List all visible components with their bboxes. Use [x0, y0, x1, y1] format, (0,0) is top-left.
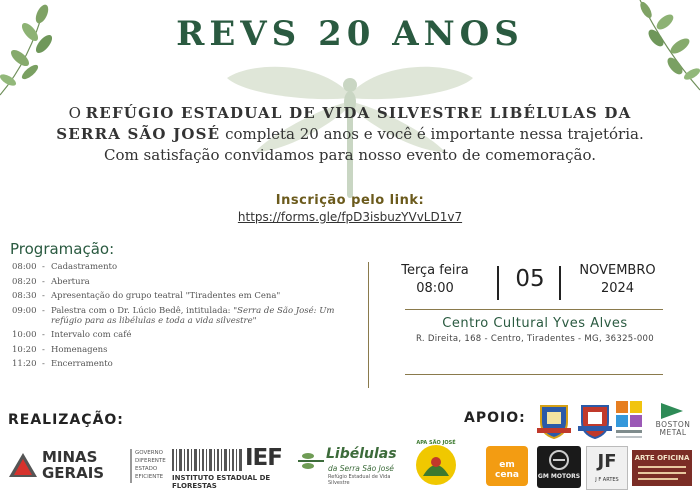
event-year: 2024: [600, 281, 635, 296]
event-title: REVS 20 ANOS: [176, 14, 524, 54]
boston-line2: METAL: [659, 428, 687, 437]
schedule-item: [12, 306, 367, 326]
coat-of-arms-icon: [535, 402, 573, 440]
schedule-time: 10:00: [12, 330, 37, 340]
boston-line1: BOSTON: [655, 420, 691, 429]
inscricao-link[interactable]: https://forms.gle/fpD3isbuzYVvLD1v7: [237, 210, 463, 224]
realizacao-label: REALIZAÇÃO:: [8, 412, 124, 428]
schedule-separator: -: [42, 291, 45, 301]
arte-oficina-text: ARTE OFICINA: [634, 454, 690, 462]
horizontal-divider: [405, 309, 663, 310]
libelulas-name: Libélulas: [326, 446, 397, 462]
schedule-time: 08:20: [12, 276, 37, 287]
horizontal-divider: [405, 374, 663, 375]
event-weekday-time: [395, 262, 475, 298]
tiradentes-em-cena-logo: [486, 446, 528, 486]
minas-text: MINAS: [42, 448, 98, 466]
schedule-separator: -: [42, 305, 45, 316]
boston-metal-arrow-icon: [661, 403, 683, 419]
event-venue: Centro Cultural Yves Alves: [442, 316, 628, 331]
schedule-text: Palestra com o Dr. Lúcio Bedê, intitulada:: [51, 305, 234, 316]
ief-short: IEF: [245, 445, 282, 471]
coat-of-arms-icon: [577, 402, 613, 440]
schedule-lecture-title: "Serra de São José: Um refúgio para as libélulas e toda a vida silvestre": [51, 305, 335, 326]
apa-emblem-icon: [413, 440, 459, 486]
gov-line: GOVERNO: [135, 450, 163, 456]
event-address: R. Direita, 168 - Centro, Tiradentes - MG, 36325-000: [416, 334, 654, 344]
intro-suffix: completa 20 anos e você é importante nessa trajetória. Com satisfação convidamos para nosso evento de comemoração.: [104, 125, 644, 164]
schedule-text: Homenagens: [51, 344, 108, 355]
gerais-text: GERAIS: [42, 464, 105, 482]
schedule-time: 11:20: [12, 359, 37, 369]
ief-barcode-icon: [172, 449, 244, 471]
event-time: 08:00: [416, 281, 454, 296]
dragonfly-logo-icon: [296, 452, 326, 470]
inscricao-label: Inscrição pelo link:: [275, 193, 425, 208]
schedule-separator: -: [42, 359, 45, 369]
schedule-text: Apresentação do grupo teatral "Tiradentes em Cena": [51, 291, 281, 301]
schedule-item: [12, 277, 367, 287]
jf-artes-logo: [586, 446, 628, 490]
schedule-text: Abertura: [51, 276, 90, 287]
event-month-year: [565, 262, 670, 298]
intro-refuge-name: REFÚGIO ESTADUAL DE VIDA SILVESTRE LIBÉLULAS DA SERRA SÃO JOSÉ: [56, 104, 632, 143]
schedule-text: Encerramento: [51, 359, 113, 369]
intro-prefix: O: [68, 104, 86, 122]
schedule-text: Cadastramento: [51, 262, 118, 272]
schedule-time: 08:30: [12, 291, 37, 301]
ief-full: INSTITUTO ESTADUAL DE FLORESTAS: [172, 474, 271, 490]
libelulas-tag: Refúgio Estadual de Vida Silvestre: [328, 474, 391, 486]
schedule-item: [12, 345, 367, 355]
gov-line: DIFERENTE: [135, 458, 166, 464]
libelulas-sub: da Serra São José: [328, 464, 394, 473]
em-cena-text: em cena: [495, 460, 519, 480]
event-date-block: [385, 262, 685, 312]
event-weekday: Terça feira: [401, 263, 469, 278]
schedule-item: [12, 359, 367, 369]
schedule-separator: -: [42, 262, 45, 272]
gov-line: ESTADO: [135, 466, 158, 472]
boston-metal-logo: [649, 403, 697, 439]
programacao-title: Programação:: [10, 240, 115, 258]
apa-sao-jose-logo: [413, 440, 459, 486]
apoio-label: APOIO:: [464, 410, 526, 426]
cultural-center-logo-icon: [615, 400, 645, 442]
ief-logo: [172, 445, 290, 490]
minas-gerais-logo: [8, 449, 168, 485]
schedule-separator: -: [42, 330, 45, 340]
gm-motors-emblem-icon: [547, 450, 571, 470]
libelulas-logo: [296, 446, 404, 486]
vertical-divider: [368, 262, 369, 388]
jf-sub: J F ARTES: [595, 477, 619, 483]
minas-gerais-triangle-icon: [8, 451, 38, 479]
gm-motors-text: GM MOTORS: [537, 473, 581, 480]
date-divider: [559, 266, 561, 300]
schedule-separator: -: [42, 276, 45, 287]
inscricao-link-wrap: [0, 210, 700, 224]
schedule-time: 10:20: [12, 344, 37, 355]
schedule-item: [12, 330, 367, 340]
schedule-text: Intervalo com café: [51, 330, 132, 340]
event-day: 05: [515, 266, 545, 292]
intro-paragraph: [50, 103, 650, 166]
schedule-time: 09:00: [12, 305, 37, 316]
schedule-item: [12, 291, 367, 301]
apa-name: APA SÃO JOSÉ: [416, 440, 456, 446]
event-month: NOVEMBRO: [579, 263, 656, 278]
schedule-item: [12, 262, 367, 272]
schedule-separator: -: [42, 344, 45, 355]
schedule-text-wrap: [51, 306, 367, 326]
jf-text: JF: [597, 451, 617, 472]
arte-oficina-logo: [632, 450, 692, 486]
programacao-list: [12, 262, 367, 374]
gov-line: EFICIENTE: [135, 474, 164, 480]
date-divider: [497, 266, 499, 300]
gm-motors-logo: [537, 446, 581, 488]
schedule-time: 08:00: [12, 262, 37, 272]
